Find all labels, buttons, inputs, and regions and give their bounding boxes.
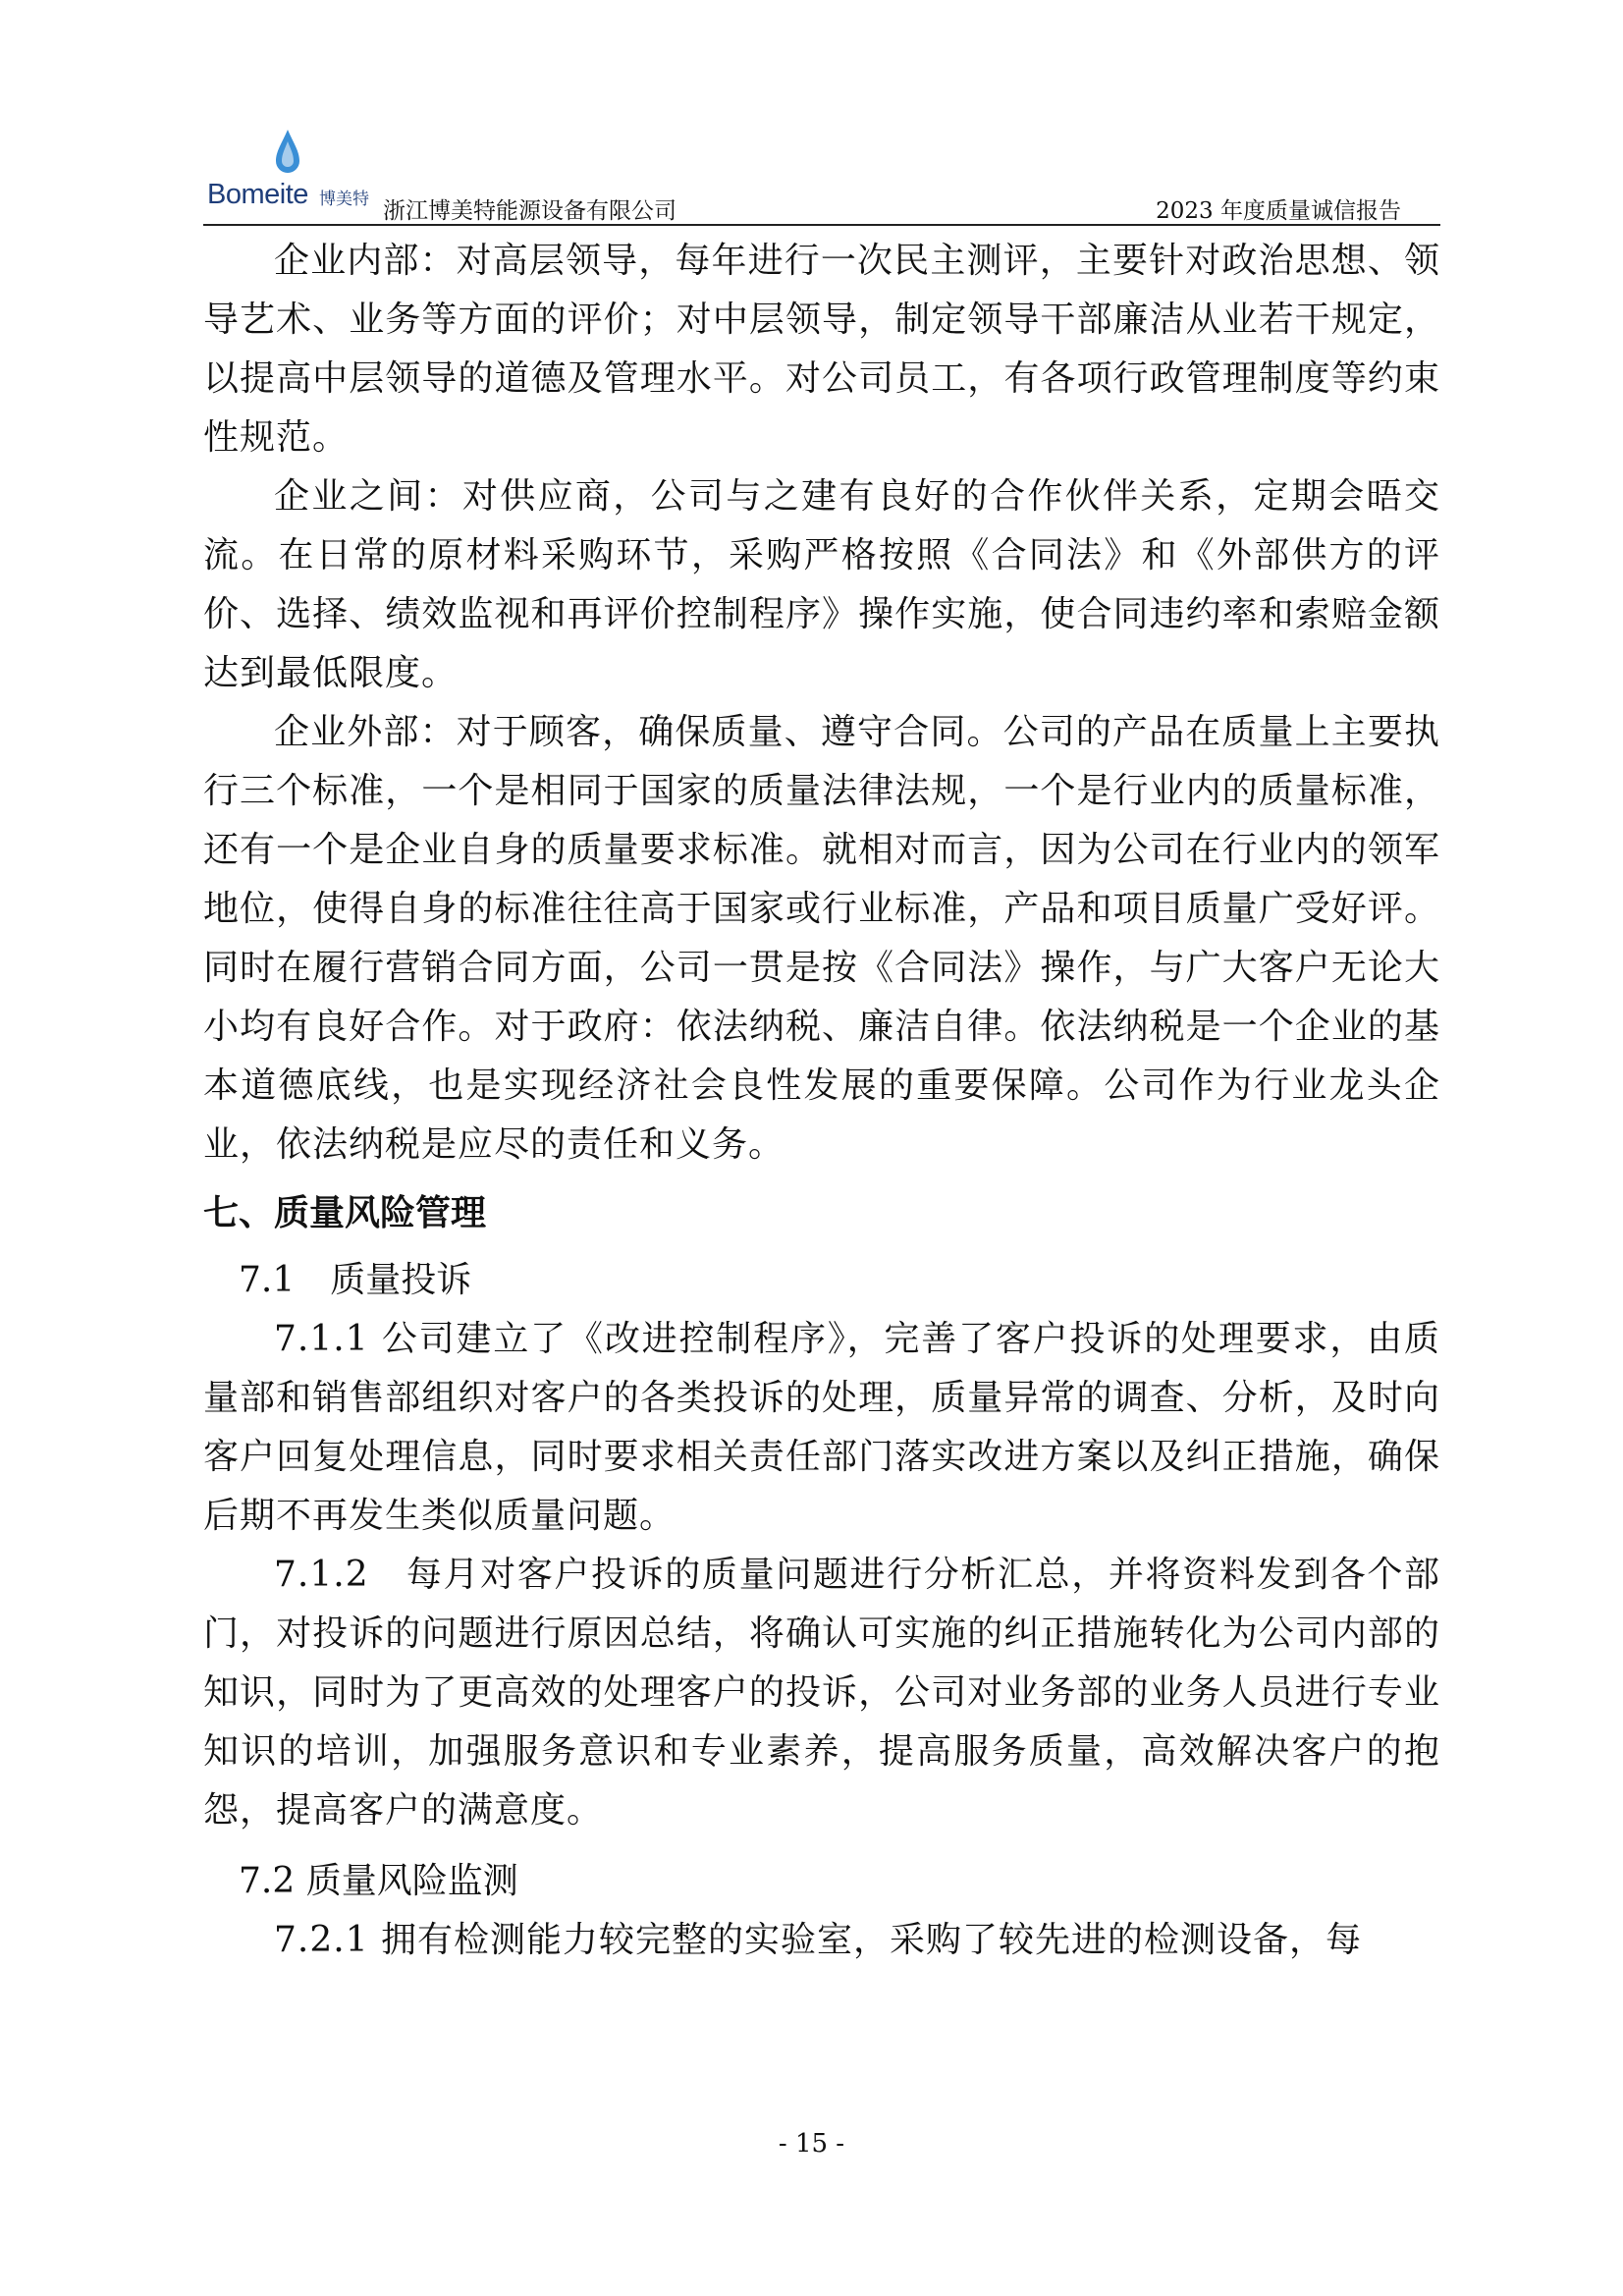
company-name: 浙江博美特能源设备有限公司 [383,198,676,224]
section-heading: 七、质量风险管理 [203,1193,487,1233]
paragraph-internal: 企业内部：对高层领导，每年进行一次民主测评，主要针对政治思想、领导艺术、业务等方面的评价；对中层领导，制定领导干部廉洁从业若干规定，以提高中层领导的道德及管理水平。对公司员工，有各项行政管理制度等约束性规范。 [203,241,1440,458]
page-body [203,232,1440,1970]
page-header [203,118,1440,226]
paragraph-7-1-1: 7.1.1 公司建立了《改进控制程序》，完善了客户投诉的处理要求，由质量部和销售部组织对客户的各类投诉的处理，质量异常的调查、分析，及时向客户回复处理信息，同时要求相关责任部门落实改进方案以及纠正措施，确保后期不再发生类似质量问题。 [203,1319,1440,1536]
page-number: - 15 - [778,2129,845,2159]
logo-wordmark: Bomeite [207,179,308,210]
header-divider [203,224,1440,226]
report-title: 2023 年度质量诚信报告 [1156,198,1401,224]
company-logo [203,124,400,212]
paragraph-between: 企业之间：对供应商，公司与之建有良好的合作伙伴关系，定期会晤交流。在日常的原材料采购环节，采购严格按照《合同法》和《外部供方的评价、选择、绩效监视和再评价控制程序》操作实施，使合同违约率和索赔金额达到最低限度。 [203,476,1440,693]
paragraph-7-1-2: 7.1.2 每月对客户投诉的质量问题进行分析汇总，并将资料发到各个部门，对投诉的问题进行原因总结，将确认可实施的纠正措施转化为公司内部的知识，同时为了更高效的处理客户的投诉，公司对业务部的业务人员进行专业知识的培训，加强服务意识和专业素养，提高服务质量，高效解决客户的抱怨，提高客户的满意度。 [203,1555,1440,1831]
paragraph-external: 企业外部：对于顾客，确保质量、遵守合同。公司的产品在质量上主要执行三个标准，一个是相同于国家的质量法律法规，一个是行业内的质量标准，还有一个是企业自身的质量要求标准。就相对而言，因为公司在行业内的领军地位，使得自身的标准往往高于国家或行业标准，产品和项目质量广受好评。同时在履行营销合同方面，公司一贯是按《合同法》操作，与广大客户无论大小均有良好合作。对于政府：依法纳税、廉洁自律。依法纳税是一个企业的基本道德底线，也是实现经济社会良性发展的重要保障。公司作为行业龙头企业，依法纳税是应尽的责任和义务。 [203,712,1440,1165]
logo-chinese-name: 博美特 [319,190,369,209]
subsection-heading-7-1: 7.1 质量投诉 [239,1260,472,1300]
water-drop-icon [272,128,303,177]
subsection-heading-7-2: 7.2 质量风险监测 [239,1861,518,1901]
paragraph-7-2-1: 7.2.1 拥有检测能力较完整的实验室，采购了较先进的检测设备，每 [274,1920,1363,1960]
